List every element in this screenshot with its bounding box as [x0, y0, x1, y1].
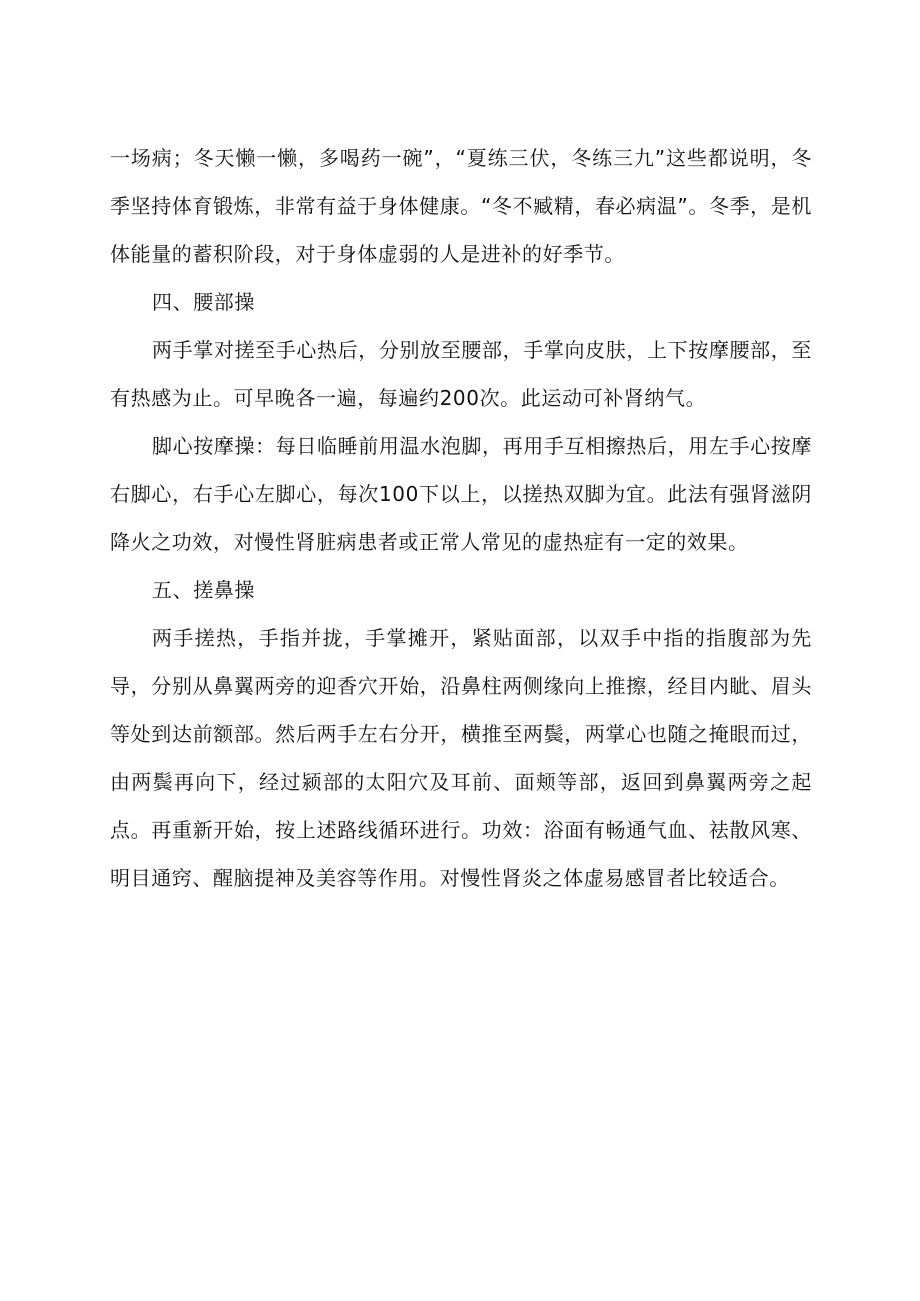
paragraph-waist-massage: 两手掌对搓至手心热后，分别放至腰部，手掌向皮肤，上下按摩腰部，至有热感为止。可早晚各一遍，每遍约200次。此运动可补肾纳气。: [110, 338, 812, 410]
paragraph-winter-exercise: 一场病；冬天懒一懒，多喝药一碗”，“夏练三伏，冬练三九”这些都说明，冬季坚持体育锻炼，非常有益于身体健康。“冬不臧精，春必病温”。冬季，是机体能量的蓄积阶段，对于身体虚弱的人是进补的好季节。: [110, 146, 812, 266]
section-heading-waist-exercise: 四、腰部操: [152, 290, 255, 314]
paragraph-sole-massage: 脚心按摩操：每日临睡前用温水泡脚，再用手互相擦热后，用左手心按摩右脚心，右手心左脚心，每次100下以上，以搓热双脚为宜。此法有强肾滋阴降火之功效，对慢性肾脏病患者或正常人常见的虚热症有一定的效果。: [110, 434, 812, 554]
section-heading-nose-rubbing: 五、搓鼻操: [152, 578, 255, 602]
document-body: [110, 134, 812, 902]
paragraph-nose-rubbing: 两手搓热，手指并拢，手掌摊开，紧贴面部，以双手中指的指腹部为先导，分别从鼻翼两旁的迎香穴开始，沿鼻柱两侧缘向上推擦，经目内眦、眉头等处到达前额部。然后两手左右分开，横推至两鬓，两掌心也随之掩眼而过，由两鬓再向下，经过颍部的太阳穴及耳前、面颊等部，返回到鼻翼两旁之起点。再重新开始，按上述路线循环进行。功效：浴面有畅通气血、祛散风寒、明目通窍、醒脑提神及美容等作用。对慢性肾炎之体虚易感冒者比较适合。: [110, 626, 812, 890]
